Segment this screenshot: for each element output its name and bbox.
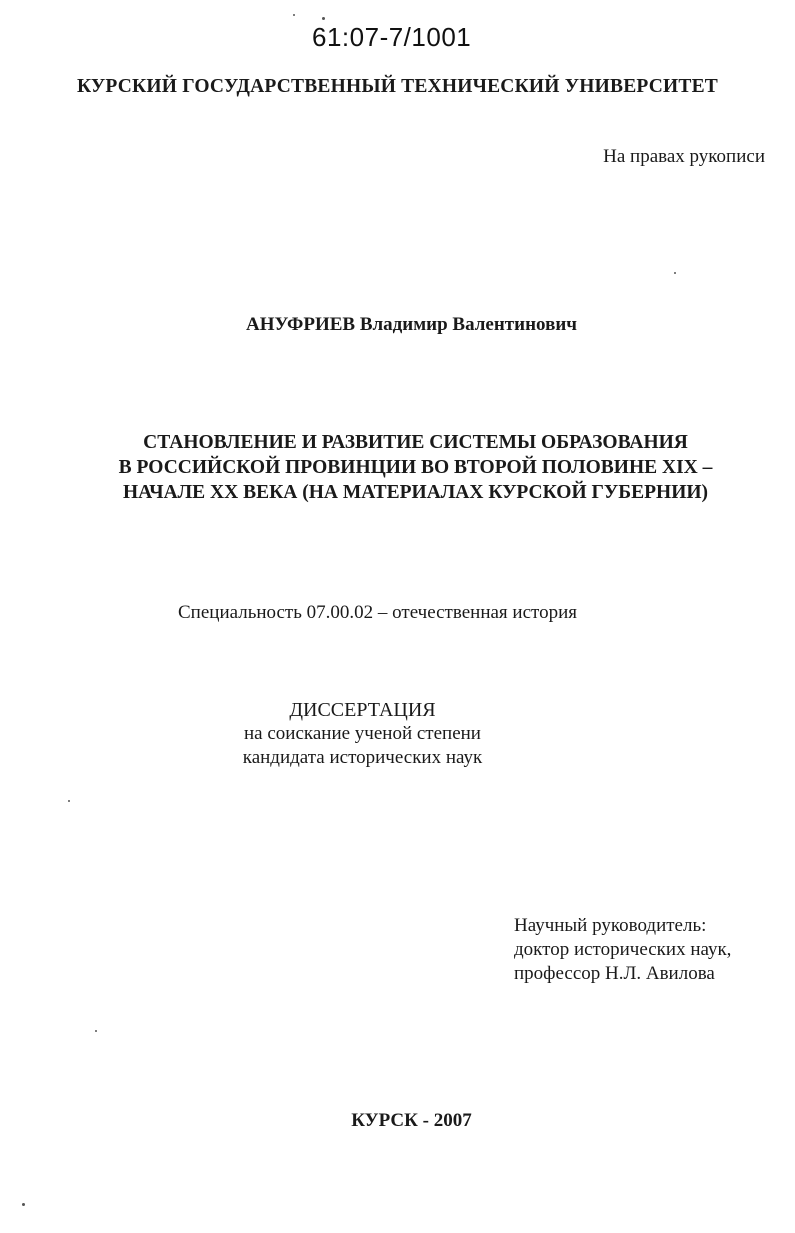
university-name: КУРСКИЙ ГОСУДАРСТВЕННЫЙ ТЕХНИЧЕСКИЙ УНИВЕРСИТЕТ xyxy=(76,76,719,97)
specialty: Специальность 07.00.02 – отечественная история xyxy=(178,602,577,623)
scan-speck xyxy=(95,1030,97,1032)
scan-speck xyxy=(68,800,70,802)
supervisor-line: Научный руководитель: xyxy=(514,915,707,936)
catalog-number: 61:07-7/1001 xyxy=(312,22,472,52)
scan-speck xyxy=(293,14,295,16)
title-line: НАЧАЛЕ XX ВЕКА (НА МАТЕРИАЛАХ КУРСКОЙ ГУБЕРНИИ) xyxy=(122,482,709,503)
scan-speck xyxy=(322,17,325,20)
manuscript-note: На правах рукописи xyxy=(603,146,765,167)
dissertation-title xyxy=(0,430,795,505)
degree-line: кандидата исторических наук xyxy=(242,747,483,768)
supervisor xyxy=(514,914,731,986)
degree-line: на соискание ученой степени xyxy=(244,723,481,744)
scan-speck xyxy=(22,1203,25,1206)
title-line: СТАНОВЛЕНИЕ И РАЗВИТИЕ СИСТЕМЫ ОБРАЗОВАНИЯ xyxy=(143,432,688,453)
scan-speck xyxy=(674,272,676,274)
supervisor-line: профессор Н.Л. Авилова xyxy=(514,963,715,984)
author-name: АНУФРИЕВ Владимир Валентинович xyxy=(246,314,577,335)
city-year: КУРСК - 2007 xyxy=(351,1110,472,1131)
title-line: В РОССИЙСКОЙ ПРОВИНЦИИ ВО ВТОРОЙ ПОЛОВИНЕ XIX – xyxy=(118,457,713,478)
supervisor-line: доктор исторических наук, xyxy=(514,939,732,960)
degree-statement xyxy=(0,698,795,770)
dissertation-heading: ДИССЕРТАЦИЯ xyxy=(289,699,436,721)
